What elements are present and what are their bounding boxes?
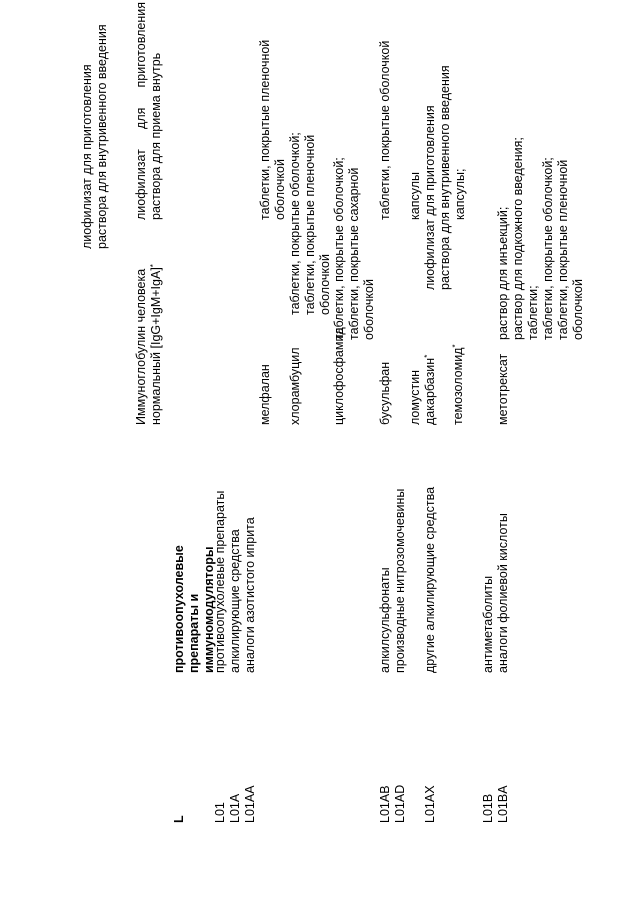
drug-name: циклофосфамид (332, 327, 346, 425)
drug-name: темозоломид* (451, 344, 465, 425)
group-name: противоопухолевые препараты алкилирующие средства аналоги азотистого иприта (213, 490, 257, 673)
group-name: антиметаболиты аналоги фолиевой кислоты (481, 513, 510, 673)
form-cell: лиофилизат для приготовления раствора для внутривенного введения (423, 65, 452, 290)
form-cell: таблетки, покрытые оболочкой; таблетки, покрытые пленочной оболочкой (288, 132, 332, 315)
form-cell: таблетки, покрытые оболочкой (378, 40, 392, 220)
atc-code: L01AB L01AD (378, 784, 407, 823)
group-name: другие алкилирующие средства (423, 486, 437, 673)
atc-code: L (172, 815, 186, 823)
atc-code: L01B L01BA (481, 785, 510, 823)
drug-name: ломустин (408, 369, 422, 425)
drug-name: хлорамбуцил (288, 347, 302, 425)
group-title: противоопухолевые препараты и иммуномодуляторы (172, 545, 216, 673)
drug-name: мелфалан (258, 364, 272, 425)
drug-name: дакарбазин* (423, 354, 437, 425)
form-cell: капсулы (408, 172, 422, 220)
drug-name: бусульфан (378, 361, 392, 425)
form-cell: лиофилизат для приготовления раствора для приема внутрь (134, 2, 163, 220)
form-cell: капсулы; (453, 168, 467, 220)
form-cell: лиофилизат для приготовления раствора для внутривенного введения (80, 24, 109, 249)
atc-code: L01 L01A L01AA (213, 785, 257, 823)
form-cell: раствор для инъекций; раствор для подкожного введения; таблетки; таблетки, покрытые оболочкой; таблетки, покрытые пленочной оболочкой (496, 137, 585, 340)
form-cell: таблетки, покрытые оболочкой; таблетки, покрытые сахарной оболочкой (332, 157, 376, 340)
group-name: алкилсульфонаты производные нитрозомочевины (378, 488, 407, 673)
form-cell: таблетки, покрытые пленочной оболочкой (258, 39, 287, 220)
drug-name: метотрексат (496, 353, 510, 425)
atc-code: L01AX (423, 785, 437, 823)
drug-cell: Иммуноглобулин человека нормальный [IgG+IgM+IgA]* (134, 264, 163, 425)
